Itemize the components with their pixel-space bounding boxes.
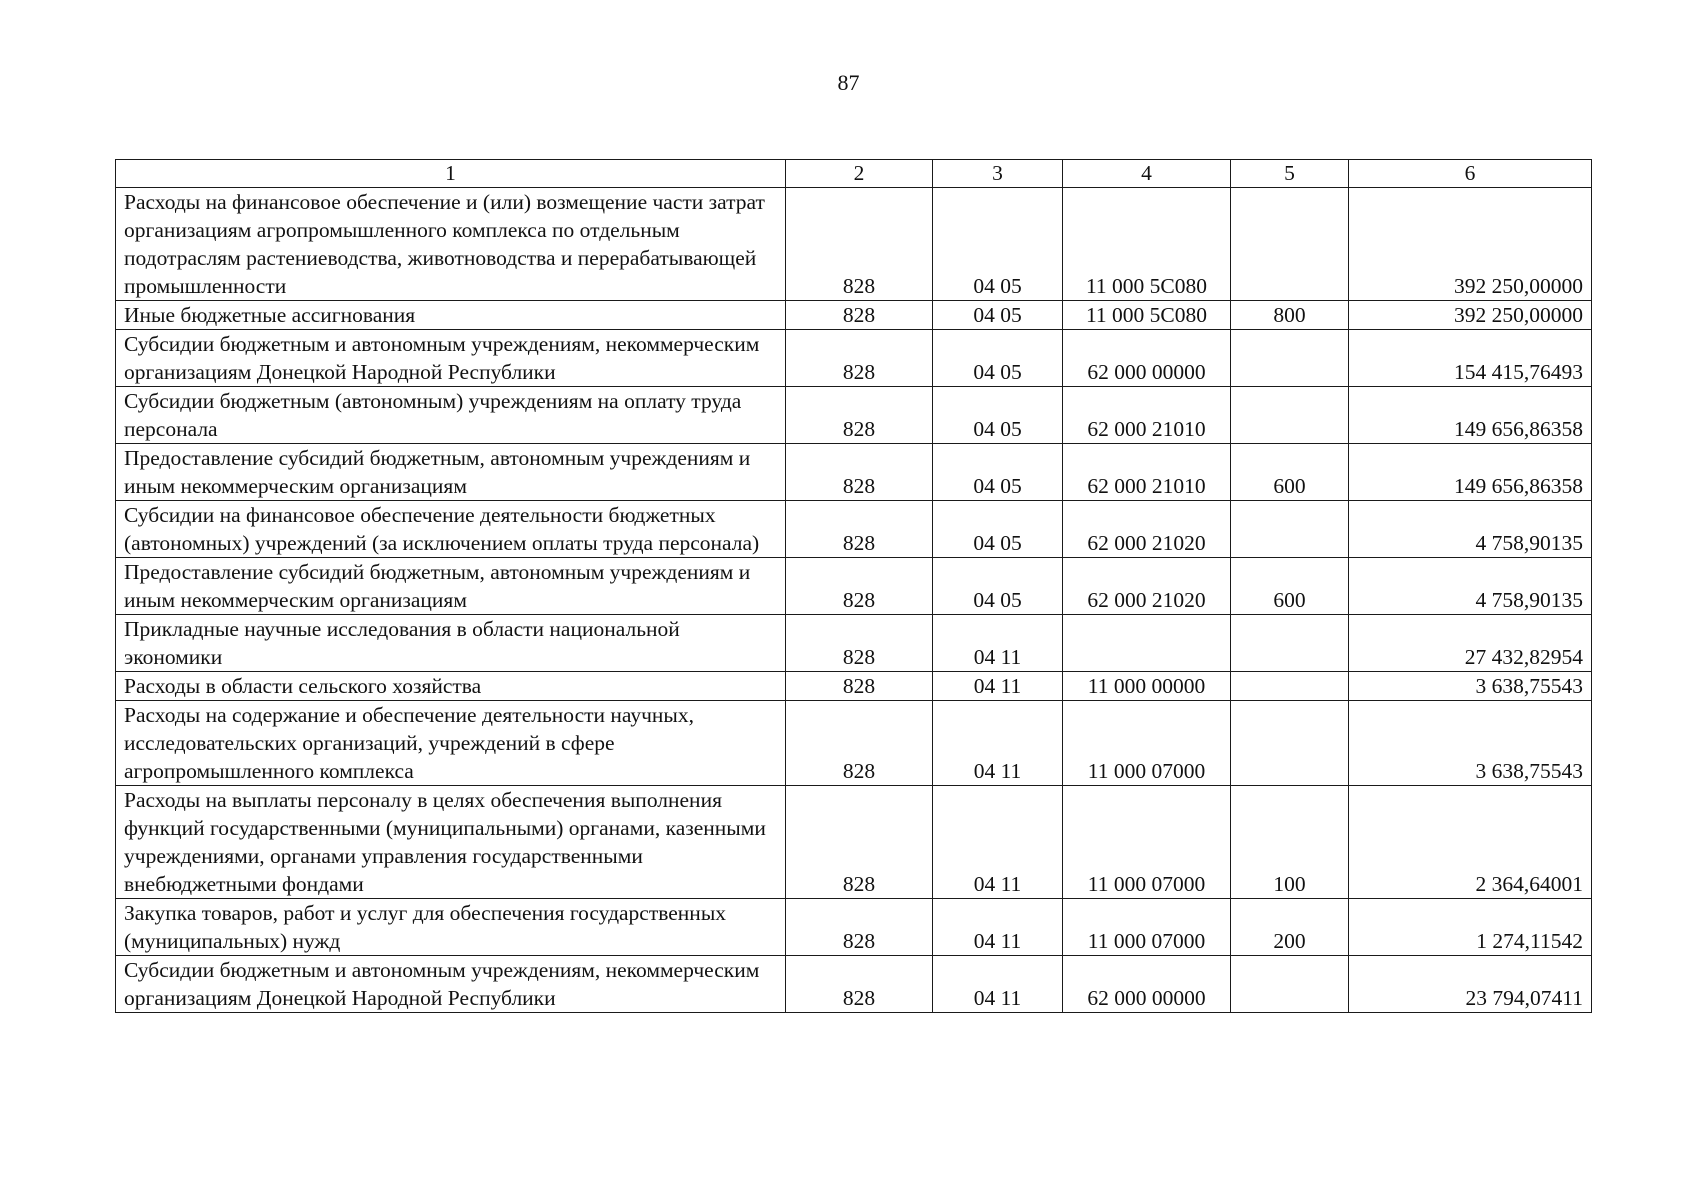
row-name: Субсидии бюджетным и автономным учреждениям, некоммерческим организациям Донецкой Народной Республики [116, 956, 786, 1013]
table-row [116, 188, 1592, 301]
row-name: Расходы на выплаты персоналу в целях обеспечения выполнения функций государственными (муниципальными) органами, казенными учреждениями, органами управления государственными внебюджетными фондами [116, 786, 786, 899]
column-header: 1 [116, 160, 786, 188]
row-name: Расходы на содержание и обеспечение деятельности научных, исследовательских организаций, учреждений в сфере агропромышленного комплекса [116, 701, 786, 786]
table-row [116, 558, 1592, 615]
row-name: Прикладные научные исследования в области национальной экономики [116, 615, 786, 672]
column-header: 2 [786, 160, 933, 188]
ministry-code: 828 [786, 701, 933, 786]
amount: 23 794,07411 [1349, 956, 1592, 1013]
ministry-code: 828 [786, 444, 933, 501]
row-name: Иные бюджетные ассигнования [116, 301, 786, 330]
row-name: Расходы на финансовое обеспечение и (или) возмещение части затрат организациям агропромышленного комплекса по отдельным подотраслям растениеводства, животноводства и перерабатывающей промышленности [116, 188, 786, 301]
article-code: 11 000 5C080 [1063, 188, 1231, 301]
section-code: 04 11 [933, 899, 1063, 956]
column-header: 6 [1349, 160, 1592, 188]
expense-type-code: 800 [1231, 301, 1349, 330]
expense-type-code [1231, 330, 1349, 387]
expense-type-code: 600 [1231, 444, 1349, 501]
article-code: 62 000 21020 [1063, 558, 1231, 615]
section-code: 04 11 [933, 956, 1063, 1013]
ministry-code: 828 [786, 899, 933, 956]
section-code: 04 05 [933, 301, 1063, 330]
table-row [116, 701, 1592, 786]
section-code: 04 11 [933, 786, 1063, 899]
expense-type-code [1231, 188, 1349, 301]
row-name: Субсидии бюджетным (автономным) учреждениям на оплату труда персонала [116, 387, 786, 444]
ministry-code: 828 [786, 301, 933, 330]
amount: 392 250,00000 [1349, 188, 1592, 301]
ministry-code: 828 [786, 558, 933, 615]
amount: 2 364,64001 [1349, 786, 1592, 899]
article-code: 11 000 07000 [1063, 786, 1231, 899]
amount: 4 758,90135 [1349, 558, 1592, 615]
article-code: 62 000 00000 [1063, 956, 1231, 1013]
table-row [116, 672, 1592, 701]
section-code: 04 05 [933, 330, 1063, 387]
ministry-code: 828 [786, 615, 933, 672]
article-code [1063, 615, 1231, 672]
row-name: Расходы в области сельского хозяйства [116, 672, 786, 701]
ministry-code: 828 [786, 501, 933, 558]
section-code: 04 11 [933, 615, 1063, 672]
ministry-code: 828 [786, 672, 933, 701]
expense-type-code: 600 [1231, 558, 1349, 615]
table-header-row [116, 160, 1592, 188]
section-code: 04 05 [933, 558, 1063, 615]
section-code: 04 05 [933, 387, 1063, 444]
ministry-code: 828 [786, 188, 933, 301]
table-row [116, 786, 1592, 899]
column-header: 4 [1063, 160, 1231, 188]
expense-type-code [1231, 501, 1349, 558]
expense-type-code [1231, 615, 1349, 672]
table-row [116, 444, 1592, 501]
row-name: Закупка товаров, работ и услуг для обеспечения государственных (муниципальных) нужд [116, 899, 786, 956]
amount: 149 656,86358 [1349, 444, 1592, 501]
section-code: 04 05 [933, 188, 1063, 301]
ministry-code: 828 [786, 387, 933, 444]
section-code: 04 11 [933, 701, 1063, 786]
expense-type-code: 200 [1231, 899, 1349, 956]
row-name: Субсидии на финансовое обеспечение деятельности бюджетных (автономных) учреждений (за исключением оплаты труда персонала) [116, 501, 786, 558]
page-number: 87 [837, 70, 860, 95]
article-code: 62 000 00000 [1063, 330, 1231, 387]
table-row [116, 387, 1592, 444]
expense-type-code [1231, 387, 1349, 444]
row-name: Предоставление субсидий бюджетным, автономным учреждениям и иным некоммерческим организациям [116, 444, 786, 501]
article-code: 11 000 07000 [1063, 899, 1231, 956]
budget-table [115, 159, 1592, 1013]
table-row [116, 615, 1592, 672]
article-code: 62 000 21020 [1063, 501, 1231, 558]
article-code: 11 000 5C080 [1063, 301, 1231, 330]
expense-type-code [1231, 956, 1349, 1013]
article-code: 11 000 00000 [1063, 672, 1231, 701]
amount: 1 274,11542 [1349, 899, 1592, 956]
amount: 392 250,00000 [1349, 301, 1592, 330]
expense-type-code [1231, 672, 1349, 701]
article-code: 11 000 07000 [1063, 701, 1231, 786]
column-header: 3 [933, 160, 1063, 188]
section-code: 04 11 [933, 672, 1063, 701]
row-name: Субсидии бюджетным и автономным учреждениям, некоммерческим организациям Донецкой Народной Республики [116, 330, 786, 387]
expense-type-code: 100 [1231, 786, 1349, 899]
amount: 4 758,90135 [1349, 501, 1592, 558]
table-row [116, 330, 1592, 387]
amount: 3 638,75543 [1349, 701, 1592, 786]
section-code: 04 05 [933, 444, 1063, 501]
article-code: 62 000 21010 [1063, 387, 1231, 444]
row-name: Предоставление субсидий бюджетным, автономным учреждениям и иным некоммерческим организациям [116, 558, 786, 615]
ministry-code: 828 [786, 786, 933, 899]
section-code: 04 05 [933, 501, 1063, 558]
ministry-code: 828 [786, 330, 933, 387]
ministry-code: 828 [786, 956, 933, 1013]
amount: 154 415,76493 [1349, 330, 1592, 387]
amount: 149 656,86358 [1349, 387, 1592, 444]
table-row [116, 956, 1592, 1013]
table-row [116, 899, 1592, 956]
table-row [116, 501, 1592, 558]
amount: 27 432,82954 [1349, 615, 1592, 672]
article-code: 62 000 21010 [1063, 444, 1231, 501]
table-row [116, 301, 1592, 330]
column-header: 5 [1231, 160, 1349, 188]
expense-type-code [1231, 701, 1349, 786]
amount: 3 638,75543 [1349, 672, 1592, 701]
